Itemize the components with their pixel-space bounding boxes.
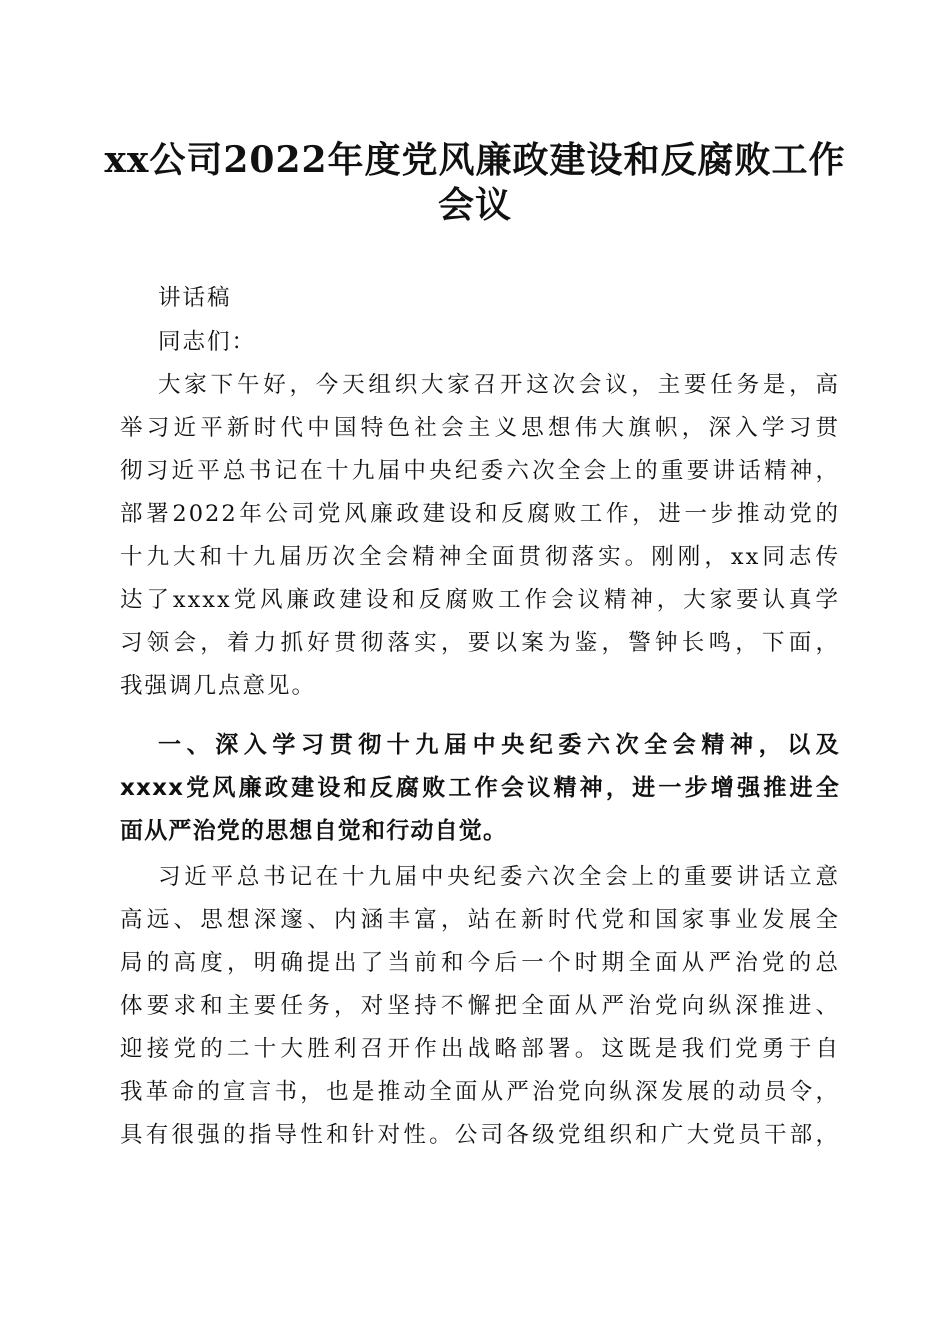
paragraph-1-line: 举习近平新时代中国特色社会主义思想伟大旗帜，深入学习贯: [120, 415, 840, 441]
paragraph-2-line: 体要求和主要任务，对坚持不懈把全面从严治党向纵深推进、: [120, 993, 840, 1019]
section-heading-1-line: 面从严治党的思想自觉和行动自觉。: [120, 818, 508, 844]
subtitle: 讲话稿: [158, 285, 232, 311]
paragraph-2-line: 局的高度，明确提出了当前和今后一个时期全面从严治党的总: [120, 950, 840, 976]
section-heading-1-line: xxxx党风廉政建设和反腐败工作会议精神，进一步增强推进全: [120, 775, 840, 801]
document-title-line-1: xx公司2022年度党风廉政建设和反腐败工作: [104, 139, 846, 181]
paragraph-1-line: 部署2022年公司党风廉政建设和反腐败工作，进一步推动党的: [120, 501, 840, 527]
paragraph-1-line: 习领会，着力抓好贯彻落实，要以案为鉴，警钟长鸣，下面，: [120, 630, 840, 656]
paragraph-2-line: 高远、思想深邃、内涵丰富，站在新时代党和国家事业发展全: [120, 907, 840, 933]
section-heading-1-line: 一、深入学习贯彻十九届中央纪委六次全会精神，以及: [158, 732, 840, 758]
paragraph-1-line: 十九大和十九届历次全会精神全面贯彻落实。刚刚，xx同志传: [120, 544, 840, 570]
salutation: 同志们：: [158, 329, 257, 355]
paragraph-2-line: 习近平总书记在十九届中央纪委六次全会上的重要讲话立意: [158, 864, 840, 890]
paragraph-1-line: 大家下午好，今天组织大家召开这次会议，主要任务是，高: [158, 372, 840, 398]
paragraph-1-line: 达了xxxx党风廉政建设和反腐败工作会议精神，大家要认真学: [120, 587, 840, 613]
paragraph-1-line: 我强调几点意见。: [120, 673, 317, 699]
paragraph-2-line: 具有很强的指导性和针对性。公司各级党组织和广大党员干部，: [120, 1122, 840, 1148]
document-title-line-2: 会议: [437, 184, 512, 226]
paragraph-2-line: 迎接党的二十大胜利召开作出战略部署。这既是我们党勇于自: [120, 1036, 840, 1062]
paragraph-2-line: 我革命的宣言书，也是推动全面从严治党向纵深发展的动员令，: [120, 1079, 840, 1105]
paragraph-1-line: 彻习近平总书记在十九届中央纪委六次全会上的重要讲话精神，: [120, 458, 840, 484]
